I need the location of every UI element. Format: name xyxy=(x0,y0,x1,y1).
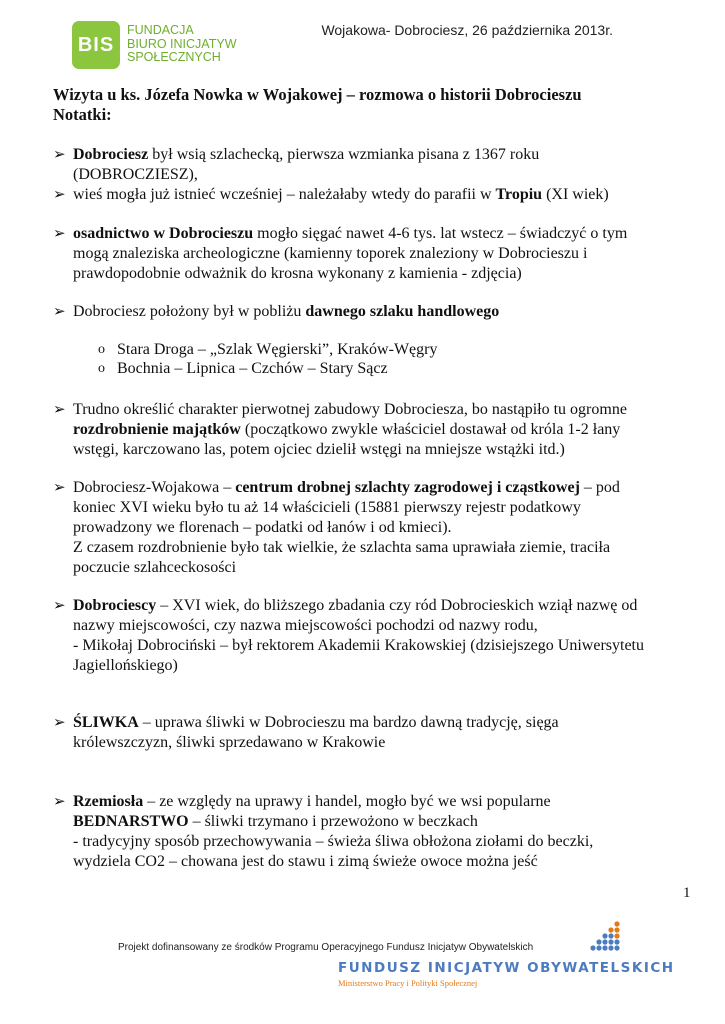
text-run: - Mikołaj Dobrociński – był rektorem Akademii Krakowskiej (dzisiejszego Uniwersytetu xyxy=(73,637,644,654)
fio-logo xyxy=(338,955,675,995)
text-run: wstęgi, karczowano las, potem ojciec dzielił wstęgi na mniejsze wstążki itd.) xyxy=(73,441,565,458)
text-run: Dobrociesz położony był w pobliżu xyxy=(73,303,306,320)
subnote-route-towns xyxy=(53,359,693,379)
bold-term: BEDNARSTWO xyxy=(73,813,189,830)
text-run: prawdopodobnie odważnik do krosna wykonany z kamienia - zdjęcia) xyxy=(73,265,522,282)
note-text xyxy=(73,596,693,676)
note-text xyxy=(73,400,693,460)
bold-term: Rzemiosła xyxy=(73,793,144,810)
bold-term: Dobrociesz xyxy=(73,146,149,163)
text-run: - tradycyjny sposób przechowywania – świeża śliwa obłożona ziołami do beczki, xyxy=(73,833,594,850)
text-run: był wsią szlachecką, pierwsza wzmianka pisana z 1367 roku xyxy=(148,146,540,163)
circle-bullet-icon: o xyxy=(98,342,105,357)
note-trade-route xyxy=(53,302,693,322)
text-run: – XVI wiek, do bliższego zbadania czy ród Dobrocieskich wziął nazwę od xyxy=(156,597,638,614)
note-parish xyxy=(53,185,693,205)
text-run: koniec XVI wieku było tu aż 14 właścicieli (15881 pierwszy rejestr podatkowy xyxy=(73,499,581,516)
note-crafts xyxy=(53,792,693,872)
text-run: poczucie szlahceckosości xyxy=(73,559,237,576)
text-run: mogą znaleziska archeologiczne (kamienny toporek znaleziony w Dobrocieszu i xyxy=(73,245,588,262)
text-run: mogło sięgać nawet 4-6 tys. lat wstecz – świadczyć o tym xyxy=(253,225,628,242)
bis-logo-text xyxy=(127,24,237,65)
bis-logo-line3: SPOŁECZNYCH xyxy=(127,50,221,64)
text-run: Jagiellońskiego) xyxy=(73,657,178,674)
text-run: (DOBROCZIESZ), xyxy=(73,166,198,183)
project-funding-note: Projekt dofinansowany ze środków Programu Operacyjnego Fundusz Inicjatyw Obywatelskich xyxy=(118,942,534,953)
text-run: – ze względy na uprawy i handel, mogło być we wsi popularne xyxy=(143,793,551,810)
note-dobrociescy-family xyxy=(53,596,693,676)
arrow-bullet-icon: ➢ xyxy=(53,715,66,731)
text-run: (XI wiek) xyxy=(542,186,609,203)
title-line2: Notatki: xyxy=(53,105,112,124)
document-title xyxy=(53,85,582,125)
arrow-bullet-icon: ➢ xyxy=(53,402,66,418)
note-text xyxy=(73,185,693,205)
fio-logo-ministry: Ministerstwo Pracy i Polityki Społecznej xyxy=(338,978,478,988)
text-run: Z czasem rozdrobnienie było tak wielkie, że szlachta sama uprawiała ziemie, traciła xyxy=(73,539,611,556)
bold-term: rozdrobnienie majątków xyxy=(73,421,241,438)
arrow-bullet-icon: ➢ xyxy=(53,226,66,242)
note-fragmentation xyxy=(53,400,693,460)
text-run: królewszczyzn, śliwki sprzedawano w Krakowie xyxy=(73,734,386,751)
note-text xyxy=(73,713,693,753)
bis-logo-line2: BIURO INICJATYW xyxy=(127,36,237,51)
bis-logo-mark: BIS xyxy=(72,21,120,69)
subnote-text: Bochnia – Lipnica – Czchów – Stary Sącz xyxy=(117,360,388,377)
bis-logo-line1: FUNDACJA xyxy=(127,23,194,37)
note-plum xyxy=(53,713,693,753)
bis-logo xyxy=(72,21,242,73)
text-run: – pod xyxy=(579,479,620,496)
bold-term: Dobrociescy xyxy=(73,597,157,614)
arrow-bullet-icon: ➢ xyxy=(53,598,66,614)
bold-term: dawnego szlaku handlowego xyxy=(305,303,500,320)
fio-logo-title: FUNDUSZ INICJATYW OBYWATELSKICH xyxy=(338,960,675,976)
place-date: Wojakowa- Dobrociesz, 26 października 2013r. xyxy=(321,22,613,38)
note-settlement xyxy=(53,224,693,284)
text-run: – śliwki trzymano i przewożono w beczkach xyxy=(188,813,478,830)
arrow-bullet-icon: ➢ xyxy=(53,480,66,496)
note-gentry-center xyxy=(53,478,693,578)
text-run: wydziela CO2 – chowana jest do stawu i zimą świeże owoce można jeść xyxy=(73,853,538,870)
bold-term: Tropiu xyxy=(495,186,543,203)
text-run: – uprawa śliwki w Dobrocieszu ma bardzo dawną tradycję, sięga xyxy=(138,714,559,731)
note-text xyxy=(73,478,693,578)
bold-term: ŚLIWKA xyxy=(73,714,139,731)
text-run: wieś mogła już istnieć wcześniej – należałaby wtedy do parafii w xyxy=(73,186,496,203)
arrow-bullet-icon: ➢ xyxy=(53,147,66,163)
subnote-stara-droga xyxy=(53,340,693,360)
arrow-bullet-icon: ➢ xyxy=(53,187,66,203)
text-run: Trudno określić charakter pierwotnej zabudowy Dobrociesza, bo nastąpiło tu ogromne xyxy=(73,401,627,418)
bold-term: centrum drobnej szlachty zagrodowej i cząstkowej xyxy=(235,479,580,496)
page-number: 1 xyxy=(683,885,691,901)
text-run: prowadzony we florenach – podatki od łanów i od kmieci). xyxy=(73,519,452,536)
note-text xyxy=(73,302,693,322)
text-run: nazwy miejscowości, czy nazwa miejscowości pochodzi od nazwy rodu, xyxy=(73,617,538,634)
arrow-bullet-icon: ➢ xyxy=(53,304,66,320)
fio-dots-icon xyxy=(583,920,621,956)
subnote-text: Stara Droga – „Szlak Węgierski”, Kraków-Węgry xyxy=(117,341,438,358)
text-run: Dobrociesz-Wojakowa – xyxy=(73,479,236,496)
note-dobrociesz-origin xyxy=(53,145,693,185)
note-text xyxy=(73,224,693,284)
bold-term: osadnictwo w Dobrocieszu xyxy=(73,225,254,242)
note-text xyxy=(73,792,693,872)
arrow-bullet-icon: ➢ xyxy=(53,794,66,810)
note-text xyxy=(73,145,693,185)
text-run: (początkowo zwykle właściciel dostawał od króla 1-2 łany xyxy=(240,421,621,438)
title-line1: Wizyta u ks. Józefa Nowka w Wojakowej – rozmowa o historii Dobrocieszu xyxy=(53,85,582,104)
circle-bullet-icon: o xyxy=(98,361,105,376)
